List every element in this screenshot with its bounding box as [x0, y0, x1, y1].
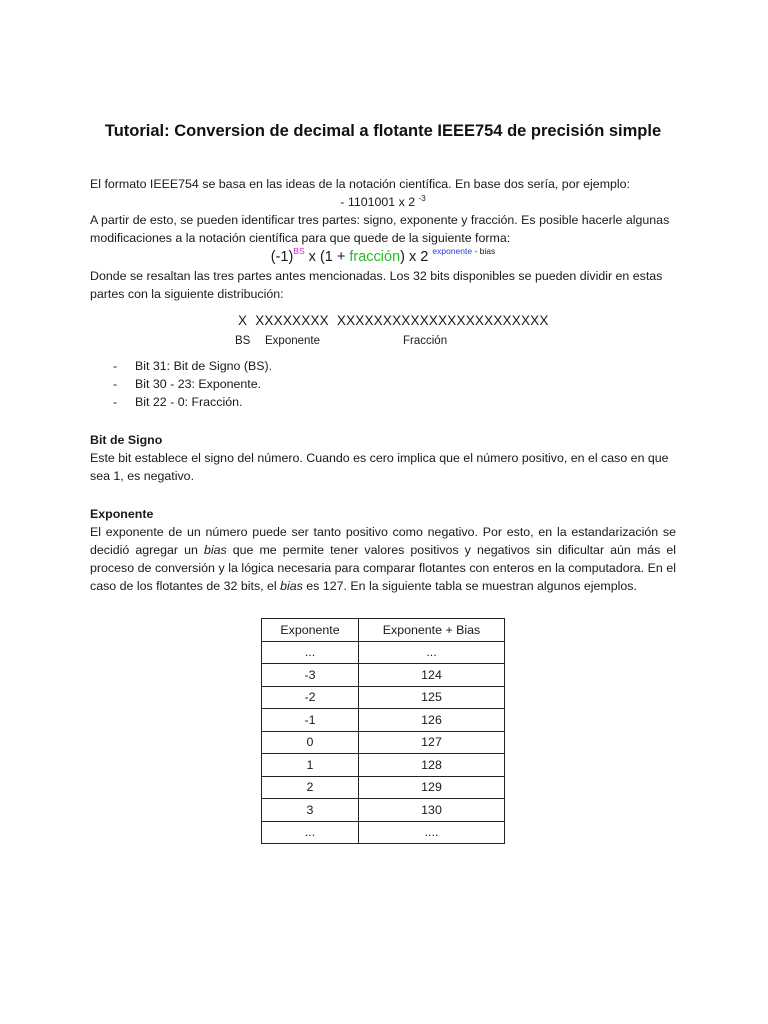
table-row [262, 641, 505, 664]
bits-fraction: XXXXXXXXXXXXXXXXXXXXXXX [336, 313, 549, 328]
table-row [262, 754, 505, 777]
exponente-section [90, 505, 676, 595]
list-item [90, 375, 676, 393]
distribution-text: Donde se resaltan las tres partes antes mencionadas. Los 32 bits disponibles se pueden dividir en estas partes con la siguiente distribución: [90, 269, 663, 301]
example-exponent: -3 [418, 194, 426, 203]
formula-bs: BS [293, 246, 305, 256]
list-dash: - [113, 377, 118, 391]
table-cell: 1 [262, 754, 359, 777]
table-cell: 128 [359, 754, 505, 777]
table-cell: ... [262, 641, 359, 664]
table-row [262, 664, 505, 687]
bit-labels [90, 332, 676, 350]
list-item-text: Bit 22 - 0: Fracción. [135, 395, 243, 409]
table-row [262, 731, 505, 754]
table-cell: 126 [359, 709, 505, 732]
table-cell: 125 [359, 686, 505, 709]
table-cell: 127 [359, 731, 505, 754]
table-cell: -2 [262, 686, 359, 709]
ieee-formula [90, 247, 676, 267]
example-base: - 1101001 x 2 [340, 195, 416, 209]
formula-bias: - bias [472, 246, 496, 256]
table-cell: .... [359, 821, 505, 844]
list-item-text: Bit 30 - 23: Exponente. [135, 377, 262, 391]
exponente-text-part: que me permite tener valores positivos y negativos sin dificultar aún más el proceso de conversión y la lógica necesaria para comparar flotantes con enteros en la computadora. En el caso de los flotantes de 32 bits, el [90, 543, 676, 593]
table-row [262, 821, 505, 844]
formula-open: (-1) [270, 249, 294, 265]
list-dash: - [113, 395, 118, 409]
page-title: Tutorial: Conversion de decimal a flotante IEEE754 de precisión simple [104, 122, 662, 140]
formula-mid: x (1 + [304, 249, 350, 265]
list-item [90, 357, 676, 375]
bit-de-signo-text: Este bit establece el signo del número. Cuando es cero implica que el número positivo, en el caso en que sea 1, es negativo. [90, 451, 669, 483]
table-row [262, 799, 505, 822]
table-cell: ... [262, 821, 359, 844]
table-cell: -1 [262, 709, 359, 732]
document-content [90, 118, 676, 844]
table-cell: 0 [262, 731, 359, 754]
table-header-exponente-bias: Exponente + Bias [359, 619, 505, 642]
table-cell: 130 [359, 799, 505, 822]
intro-line-1: El formato IEEE754 se basa en las ideas de la notación científica. En base dos sería, por ejemplo: [90, 177, 630, 191]
bias-term: bias [280, 579, 303, 593]
bits-sign: X [238, 313, 248, 328]
label-exponente: Exponente [265, 335, 320, 347]
table-cell: 2 [262, 776, 359, 799]
table-row [262, 776, 505, 799]
scientific-notation-example [90, 193, 676, 211]
bits-exponent: XXXXXXXX [255, 313, 329, 328]
table-cell: 129 [359, 776, 505, 799]
bit-de-signo-section [90, 431, 676, 485]
bit-layout [238, 312, 676, 330]
table-cell: 3 [262, 799, 359, 822]
bias-table [261, 618, 505, 844]
table-header-row [262, 619, 505, 642]
list-item-text: Bit 31: Bit de Signo (BS). [135, 359, 273, 373]
table-row [262, 709, 505, 732]
exponente-text-part: es 127. En la siguiente tabla se muestran algunos ejemplos. [302, 579, 637, 593]
intro-line-2: A partir de esto, se pueden identificar tres partes: signo, exponente y fracción. Es posible hacerle algunas modificaciones a la notación científica para que quede de la siguiente forma: [90, 213, 670, 245]
formula-fraccion: fracción [349, 249, 401, 265]
bias-term: bias [203, 543, 227, 557]
list-item [90, 393, 676, 411]
table-cell: 124 [359, 664, 505, 687]
list-dash: - [113, 359, 118, 373]
bit-ranges-list [90, 357, 676, 411]
exponente-text [90, 523, 676, 595]
table-cell: -3 [262, 664, 359, 687]
formula-close: ) x 2 [400, 249, 433, 265]
table-header-exponente: Exponente [262, 619, 359, 642]
label-fraccion: Fracción [403, 335, 448, 347]
formula-exponente: exponente [432, 246, 473, 256]
table-row [262, 686, 505, 709]
bit-de-signo-heading: Bit de Signo [90, 433, 163, 447]
exponente-text-part: El exponente de un número puede ser tanto positivo como negativo. Por esto, en la estandarización se decidió agregar un [90, 525, 676, 557]
label-bs: BS [235, 335, 251, 347]
table-cell: ... [359, 641, 505, 664]
exponente-heading: Exponente [90, 507, 154, 521]
